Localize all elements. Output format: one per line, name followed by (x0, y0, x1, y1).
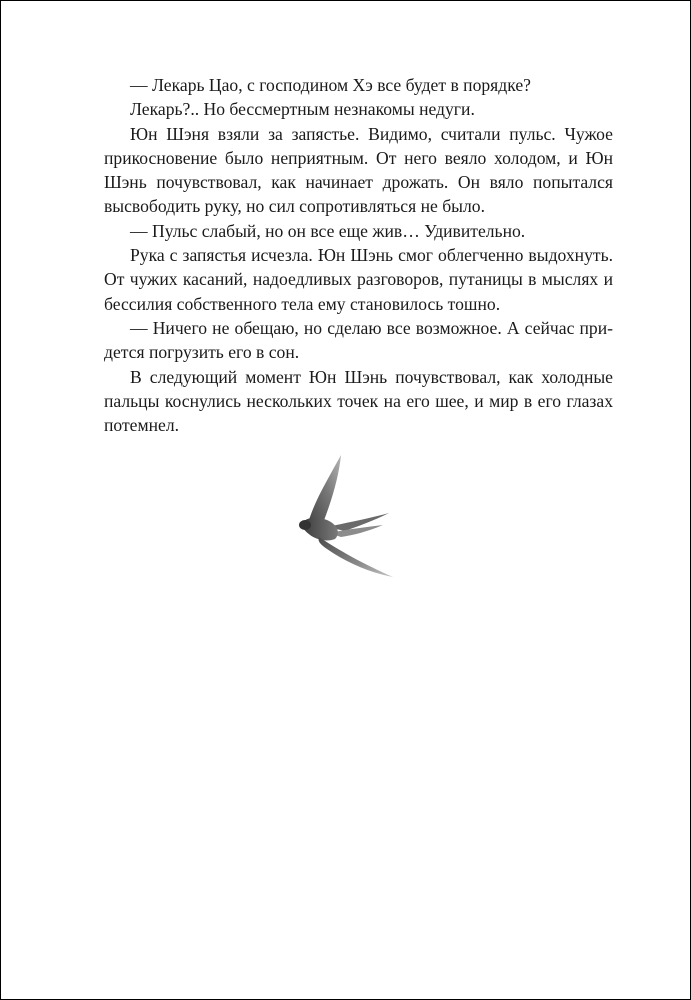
paragraph-2: Лекарь?.. Но бессмертным незнакомы недуги. (130, 99, 475, 120)
paragraph-5: Рука с запястья исчезла. Юн Шэнь смог облегченно выдохнуть. От чужих касаний, надоедливых разговоров, путаницы в мыслях и бессилия собственного тела ему становилось тошно. (104, 245, 613, 314)
paragraph-6: — Ничего не обещаю, но сделаю все возможное. А сейчас придется погрузить его в сон. (104, 317, 613, 363)
paragraph-7: В следующий момент Юн Шэнь почувствовал, как холодные пальцы коснулись нескольких точек на его шее, и мир в его глазах потемнел. (104, 366, 613, 436)
body-text (104, 73, 613, 437)
paragraph-4: — Пульс слабый, но он все еще жив… Удивительно. (130, 220, 526, 241)
paragraph-3: Юн Шэня взяли за запястье. Видимо, считали пульс. Чужое прикосновение было неприятным. От него веяло холодом, и Юн Шэнь почувствовал, как начинает дрожать. Он вяло попытался высвободить руку, но сил сопротивляться не было. (104, 123, 613, 217)
swallow-bird-icon (297, 453, 397, 579)
paragraph-1: — Лекарь Цао, с господином Хэ все будет в порядке? (130, 75, 531, 95)
